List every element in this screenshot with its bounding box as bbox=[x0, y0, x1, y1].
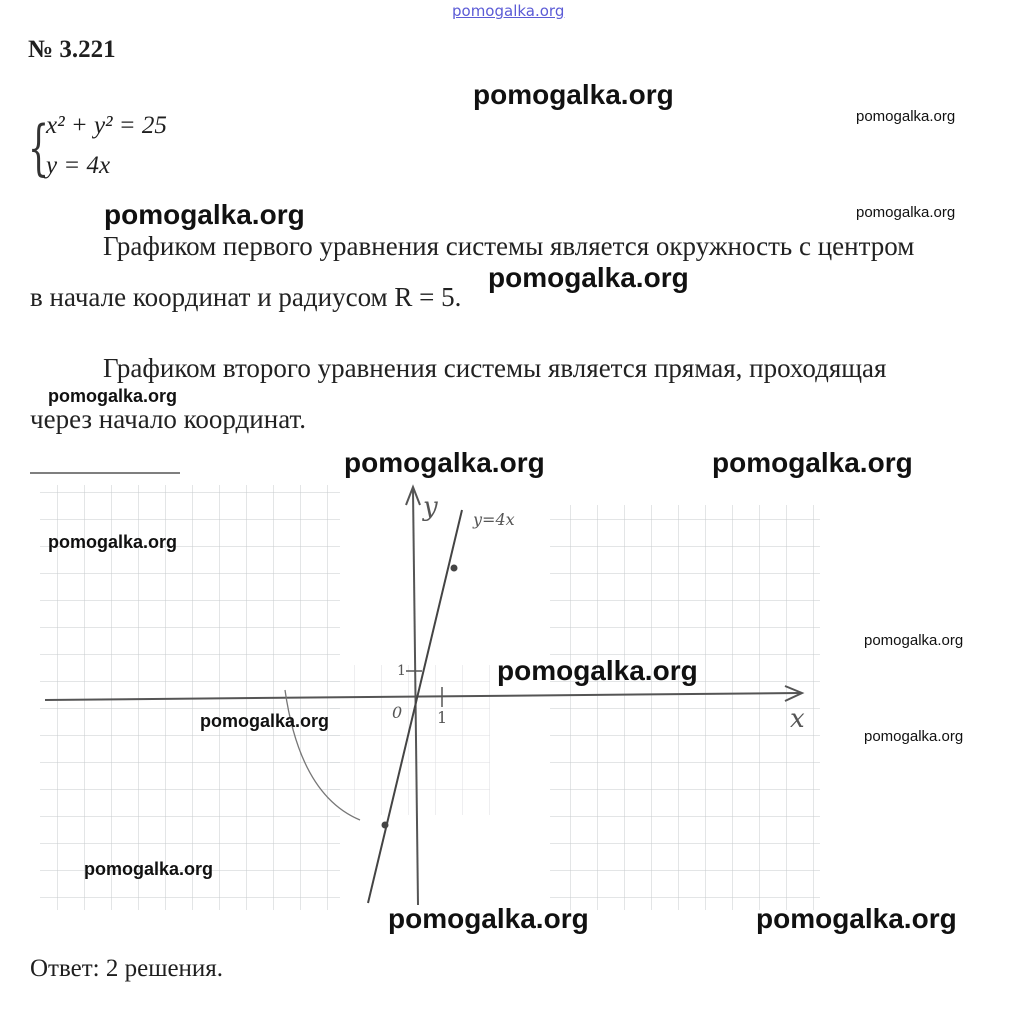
intersection-point-upper bbox=[451, 565, 458, 572]
paragraph-2-line-1: Графиком второго уравнения системы является прямая, проходящая bbox=[103, 353, 887, 383]
watermark: pomogalka.org bbox=[756, 903, 957, 934]
answer: Ответ: 2 решения. bbox=[30, 955, 224, 982]
equation-line: y = 4x bbox=[46, 152, 111, 179]
watermark: pomogalka.org bbox=[864, 728, 964, 745]
equation-circle: x² + y² = 25 bbox=[46, 112, 167, 139]
watermark: pomogalka.org bbox=[473, 79, 674, 110]
problem-number: № 3.221 bbox=[28, 36, 116, 63]
site-link[interactable]: pomogalka.org bbox=[452, 2, 565, 20]
watermark: pomogalka.org bbox=[497, 655, 698, 686]
watermark: pomogalka.org bbox=[388, 903, 589, 934]
watermark: pomogalka.org bbox=[48, 386, 178, 406]
intersection-point-lower bbox=[382, 822, 389, 829]
y-axis-label: y bbox=[423, 492, 438, 522]
unit-x-label: 1 bbox=[437, 708, 448, 727]
paragraph-1-line-1: Графиком первого уравнения системы является окружность с центром bbox=[103, 231, 915, 261]
watermark: pomogalka.org bbox=[344, 447, 545, 478]
watermark: pomogalka.org bbox=[488, 262, 689, 293]
watermark: pomogalka.org bbox=[856, 108, 956, 125]
line-label: y=4x bbox=[473, 510, 515, 529]
paragraph-1-line-2: в начале координат и радиусом R = 5. bbox=[30, 282, 462, 312]
unit-y-label: 1 bbox=[397, 663, 406, 679]
paragraph-2-line-2: через начало координат. bbox=[30, 404, 306, 434]
graph-grid-right bbox=[550, 505, 820, 910]
watermark: pomogalka.org bbox=[84, 859, 214, 879]
x-axis-label: x bbox=[790, 704, 805, 734]
watermark: pomogalka.org bbox=[856, 204, 956, 221]
watermark: pomogalka.org bbox=[200, 711, 330, 731]
watermark: pomogalka.org bbox=[48, 532, 178, 552]
graph-grid-center bbox=[330, 665, 490, 815]
watermark: pomogalka.org bbox=[864, 632, 964, 649]
system-brace: { bbox=[28, 113, 50, 183]
origin-label: 0 bbox=[392, 703, 403, 722]
watermark: pomogalka.org bbox=[712, 447, 913, 478]
watermark: pomogalka.org bbox=[104, 199, 305, 230]
